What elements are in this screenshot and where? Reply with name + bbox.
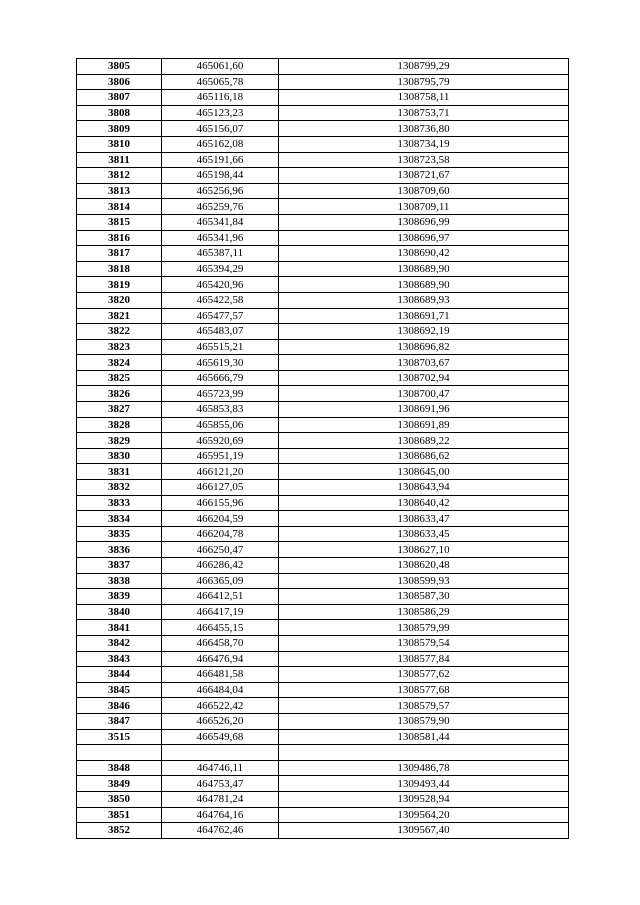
table-row <box>77 355 569 371</box>
y-coordinate-cell: 1308795,79 <box>279 74 569 90</box>
y-coordinate-cell: 1308691,89 <box>279 417 569 433</box>
point-number-cell: 3810 <box>77 136 162 152</box>
coordinates-table <box>76 58 569 839</box>
x-coordinate-cell: 465061,60 <box>162 59 279 75</box>
table-row <box>77 59 569 75</box>
point-number-cell: 3808 <box>77 105 162 121</box>
point-number-cell: 3806 <box>77 74 162 90</box>
y-coordinate-cell: 1308620,48 <box>279 558 569 574</box>
table-row <box>77 417 569 433</box>
y-coordinate-cell: 1308577,84 <box>279 651 569 667</box>
point-number-cell: 3811 <box>77 152 162 168</box>
x-coordinate-cell: 466204,78 <box>162 526 279 542</box>
y-coordinate-cell: 1308700,47 <box>279 386 569 402</box>
y-coordinate-cell: 1308587,30 <box>279 589 569 605</box>
y-coordinate-cell: 1308696,97 <box>279 230 569 246</box>
x-coordinate-cell: 466455,15 <box>162 620 279 636</box>
x-coordinate-cell: 466365,09 <box>162 573 279 589</box>
table-row <box>77 183 569 199</box>
y-coordinate-cell: 1308627,10 <box>279 542 569 558</box>
point-number-cell: 3829 <box>77 433 162 449</box>
point-number-cell: 3834 <box>77 511 162 527</box>
point-number-cell: 3848 <box>77 760 162 776</box>
point-number-cell: 3836 <box>77 542 162 558</box>
y-coordinate-cell: 1308640,42 <box>279 495 569 511</box>
x-coordinate-cell: 466417,19 <box>162 604 279 620</box>
point-number-cell: 3837 <box>77 558 162 574</box>
table-row <box>77 573 569 589</box>
x-coordinate-cell: 464764,16 <box>162 807 279 823</box>
x-coordinate-cell: 465666,79 <box>162 370 279 386</box>
y-coordinate-cell: 1308696,99 <box>279 214 569 230</box>
x-coordinate-cell: 465341,96 <box>162 230 279 246</box>
y-coordinate-cell: 1308689,90 <box>279 261 569 277</box>
x-coordinate-cell: 465477,57 <box>162 308 279 324</box>
x-coordinate-cell: 464762,46 <box>162 823 279 839</box>
table-row <box>77 589 569 605</box>
table-row <box>77 667 569 683</box>
x-coordinate-cell: 465191,66 <box>162 152 279 168</box>
point-number-cell: 3824 <box>77 355 162 371</box>
table-row <box>77 370 569 386</box>
point-number-cell: 3832 <box>77 480 162 496</box>
point-number-cell: 3849 <box>77 776 162 792</box>
x-coordinate-cell: 466250,47 <box>162 542 279 558</box>
point-number-cell: 3823 <box>77 339 162 355</box>
table-row <box>77 136 569 152</box>
x-coordinate-cell: 466412,51 <box>162 589 279 605</box>
table-row <box>77 230 569 246</box>
x-coordinate-cell: 464781,24 <box>162 791 279 807</box>
x-coordinate-cell: 465259,76 <box>162 199 279 215</box>
y-coordinate-cell: 1308690,42 <box>279 246 569 262</box>
point-number-cell: 3851 <box>77 807 162 823</box>
point-number-cell: 3814 <box>77 199 162 215</box>
table-row <box>77 402 569 418</box>
point-number-cell: 3841 <box>77 620 162 636</box>
point-number-cell: 3845 <box>77 682 162 698</box>
y-coordinate-cell: 1308753,71 <box>279 105 569 121</box>
x-coordinate-cell: 466549,68 <box>162 729 279 745</box>
y-coordinate-cell: 1308599,93 <box>279 573 569 589</box>
coordinates-table-body <box>77 59 569 839</box>
spacer-row <box>77 745 569 761</box>
y-coordinate-cell: 1308691,96 <box>279 402 569 418</box>
y-coordinate-cell: 1308577,68 <box>279 682 569 698</box>
point-number-cell: 3826 <box>77 386 162 402</box>
table-row <box>77 776 569 792</box>
x-coordinate-cell: 465483,07 <box>162 324 279 340</box>
point-number-cell: 3839 <box>77 589 162 605</box>
y-coordinate-cell: 1308643,94 <box>279 480 569 496</box>
x-coordinate-cell: 466476,94 <box>162 651 279 667</box>
table-row <box>77 511 569 527</box>
y-coordinate-cell: 1308736,80 <box>279 121 569 137</box>
table-row <box>77 604 569 620</box>
table-row <box>77 558 569 574</box>
x-coordinate-cell: 466286,42 <box>162 558 279 574</box>
table-row <box>77 620 569 636</box>
point-number-cell: 3825 <box>77 370 162 386</box>
table-row <box>77 261 569 277</box>
y-coordinate-cell: 1308799,29 <box>279 59 569 75</box>
y-coordinate-cell: 1308581,44 <box>279 729 569 745</box>
table-row <box>77 713 569 729</box>
x-coordinate-cell: 466484,04 <box>162 682 279 698</box>
table-row <box>77 308 569 324</box>
table-row <box>77 199 569 215</box>
y-coordinate-cell: 1308734,19 <box>279 136 569 152</box>
x-coordinate-cell: 466481,58 <box>162 667 279 683</box>
y-coordinate-cell: 1308579,90 <box>279 713 569 729</box>
point-number-cell: 3846 <box>77 698 162 714</box>
x-coordinate-cell: 465065,78 <box>162 74 279 90</box>
y-coordinate-cell: 1308689,90 <box>279 277 569 293</box>
y-coordinate-cell: 1308692,19 <box>279 324 569 340</box>
y-coordinate-cell: 1309486,78 <box>279 760 569 776</box>
table-row <box>77 105 569 121</box>
table-row <box>77 292 569 308</box>
y-coordinate-cell: 1308691,71 <box>279 308 569 324</box>
y-coordinate-cell: 1308645,00 <box>279 464 569 480</box>
table-row <box>77 121 569 137</box>
x-coordinate-cell: 465156,07 <box>162 121 279 137</box>
x-coordinate-cell: 465951,19 <box>162 448 279 464</box>
table-row <box>77 635 569 651</box>
table-row <box>77 324 569 340</box>
y-coordinate-cell: 1308696,82 <box>279 339 569 355</box>
point-number-cell: 3809 <box>77 121 162 137</box>
point-number-cell: 3828 <box>77 417 162 433</box>
point-number-cell: 3827 <box>77 402 162 418</box>
point-number-cell: 3838 <box>77 573 162 589</box>
point-number-cell: 3852 <box>77 823 162 839</box>
x-coordinate-cell: 465853,83 <box>162 402 279 418</box>
y-coordinate-cell: 1308689,93 <box>279 292 569 308</box>
table-row <box>77 542 569 558</box>
point-number-cell: 3813 <box>77 183 162 199</box>
table-row <box>77 277 569 293</box>
x-coordinate-cell: 465920,69 <box>162 433 279 449</box>
point-number-cell: 3815 <box>77 214 162 230</box>
table-row <box>77 791 569 807</box>
point-number-cell: 3831 <box>77 464 162 480</box>
x-coordinate-cell: 465387,11 <box>162 246 279 262</box>
x-coordinate-cell: 465855,06 <box>162 417 279 433</box>
y-coordinate-cell: 1308579,54 <box>279 635 569 651</box>
table-row <box>77 823 569 839</box>
x-coordinate-cell: 466127,05 <box>162 480 279 496</box>
x-coordinate-cell: 466522,42 <box>162 698 279 714</box>
table-row <box>77 682 569 698</box>
table-row <box>77 152 569 168</box>
table-row <box>77 651 569 667</box>
point-number-cell: 3821 <box>77 308 162 324</box>
point-number-cell: 3805 <box>77 59 162 75</box>
y-coordinate-cell: 1309528,94 <box>279 791 569 807</box>
table-row <box>77 214 569 230</box>
point-number-cell: 3844 <box>77 667 162 683</box>
y-coordinate-cell: 1308702,94 <box>279 370 569 386</box>
point-number-cell: 3822 <box>77 324 162 340</box>
x-coordinate-cell: 464753,47 <box>162 776 279 792</box>
x-coordinate-cell: 465116,18 <box>162 90 279 106</box>
point-number-cell: 3847 <box>77 713 162 729</box>
table-row <box>77 526 569 542</box>
x-coordinate-cell: 465198,44 <box>162 168 279 184</box>
point-number-cell: 3817 <box>77 246 162 262</box>
x-coordinate-cell: 465162,08 <box>162 136 279 152</box>
y-coordinate-cell: 1308758,11 <box>279 90 569 106</box>
table-row <box>77 495 569 511</box>
y-coordinate-cell: 1308586,29 <box>279 604 569 620</box>
table-row <box>77 464 569 480</box>
y-coordinate-cell: 1309567,40 <box>279 823 569 839</box>
y-coordinate-cell: 1309493,44 <box>279 776 569 792</box>
y-coordinate-cell: 1308703,67 <box>279 355 569 371</box>
table-row <box>77 729 569 745</box>
x-coordinate-cell: 464746,11 <box>162 760 279 776</box>
y-coordinate-cell: 1308721,67 <box>279 168 569 184</box>
y-coordinate-cell: 1308633,47 <box>279 511 569 527</box>
x-coordinate-cell: 465123,23 <box>162 105 279 121</box>
point-number-cell: 3807 <box>77 90 162 106</box>
point-number-cell: 3843 <box>77 651 162 667</box>
point-number-cell: 3840 <box>77 604 162 620</box>
point-number-cell: 3842 <box>77 635 162 651</box>
table-row <box>77 168 569 184</box>
table-row <box>77 246 569 262</box>
point-number-cell: 3818 <box>77 261 162 277</box>
point-number-cell: 3833 <box>77 495 162 511</box>
x-coordinate-cell: 465394,29 <box>162 261 279 277</box>
y-coordinate-cell: 1308579,99 <box>279 620 569 636</box>
y-coordinate-cell: 1308579,57 <box>279 698 569 714</box>
y-coordinate-cell: 1308709,60 <box>279 183 569 199</box>
x-coordinate-cell: 465422,58 <box>162 292 279 308</box>
table-row <box>77 74 569 90</box>
y-coordinate-cell <box>279 745 569 761</box>
x-coordinate-cell: 465256,96 <box>162 183 279 199</box>
x-coordinate-cell: 465341,84 <box>162 214 279 230</box>
y-coordinate-cell: 1308633,45 <box>279 526 569 542</box>
point-number-cell: 3820 <box>77 292 162 308</box>
x-coordinate-cell: 465723,99 <box>162 386 279 402</box>
y-coordinate-cell: 1308709,11 <box>279 199 569 215</box>
x-coordinate-cell <box>162 745 279 761</box>
point-number-cell: 3812 <box>77 168 162 184</box>
x-coordinate-cell: 465420,96 <box>162 277 279 293</box>
x-coordinate-cell: 466526,20 <box>162 713 279 729</box>
y-coordinate-cell: 1308689,22 <box>279 433 569 449</box>
point-number-cell: 3515 <box>77 729 162 745</box>
y-coordinate-cell: 1308686,62 <box>279 448 569 464</box>
x-coordinate-cell: 465619,30 <box>162 355 279 371</box>
table-row <box>77 90 569 106</box>
x-coordinate-cell: 466155,96 <box>162 495 279 511</box>
table-row <box>77 698 569 714</box>
table-row <box>77 433 569 449</box>
point-number-cell: 3819 <box>77 277 162 293</box>
point-number-cell: 3830 <box>77 448 162 464</box>
point-number-cell: 3835 <box>77 526 162 542</box>
point-number-cell: 3850 <box>77 791 162 807</box>
x-coordinate-cell: 465515,21 <box>162 339 279 355</box>
x-coordinate-cell: 466204,59 <box>162 511 279 527</box>
point-number-cell: 3816 <box>77 230 162 246</box>
point-number-cell <box>77 745 162 761</box>
y-coordinate-cell: 1309564,20 <box>279 807 569 823</box>
table-row <box>77 480 569 496</box>
y-coordinate-cell: 1308577,62 <box>279 667 569 683</box>
table-row <box>77 807 569 823</box>
table-row <box>77 448 569 464</box>
table-row <box>77 339 569 355</box>
table-row <box>77 760 569 776</box>
x-coordinate-cell: 466121,20 <box>162 464 279 480</box>
table-row <box>77 386 569 402</box>
y-coordinate-cell: 1308723,58 <box>279 152 569 168</box>
x-coordinate-cell: 466458,70 <box>162 635 279 651</box>
